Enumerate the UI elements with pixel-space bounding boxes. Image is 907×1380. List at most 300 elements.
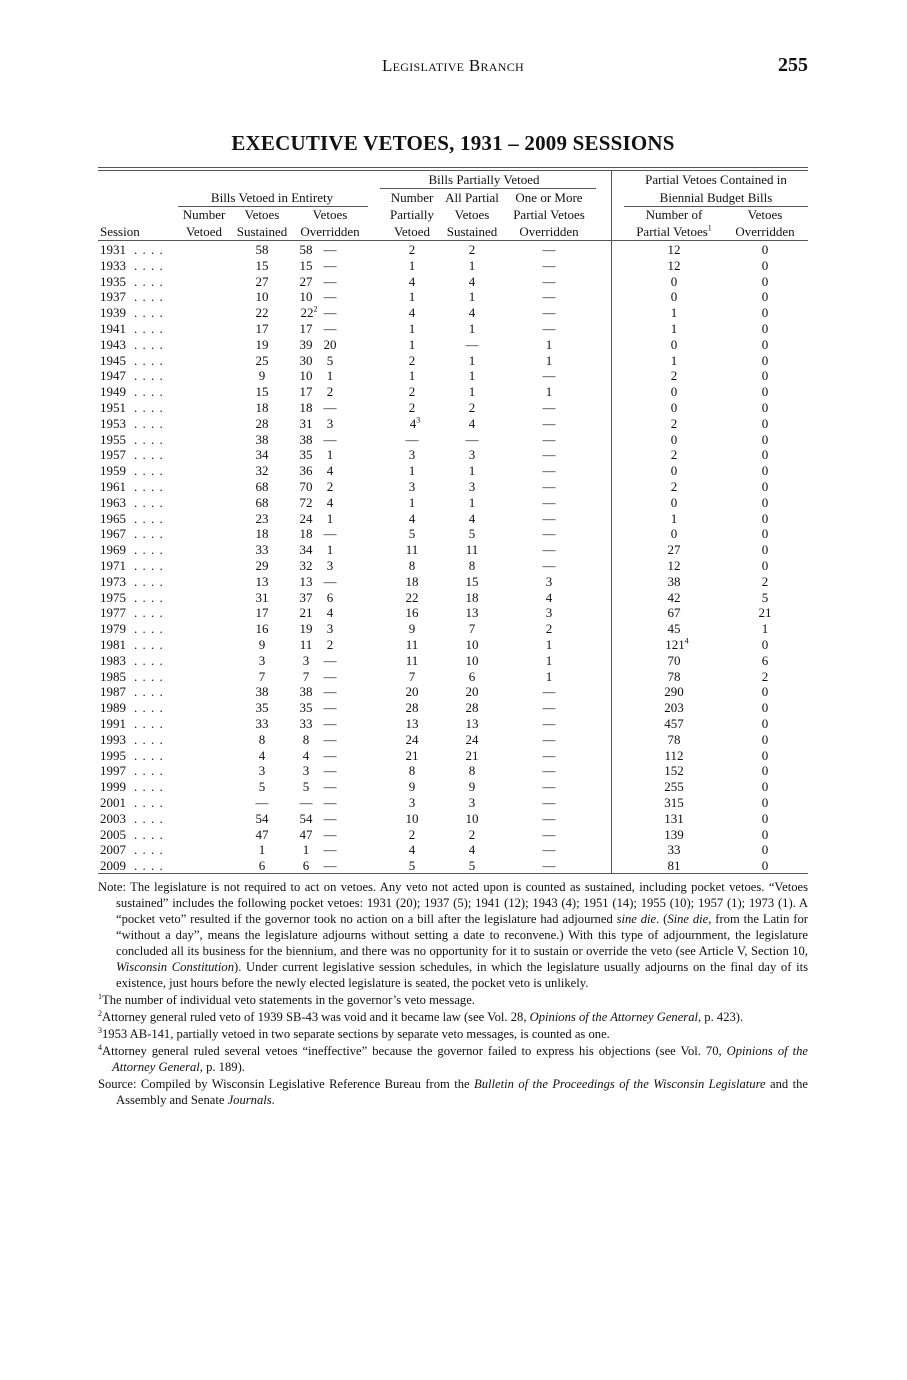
one-or-more-overridden-cell	[546, 590, 553, 606]
number-partially-cell	[409, 305, 416, 321]
number-partially-cell	[406, 653, 419, 669]
cell-value: 131	[664, 810, 684, 826]
number-partially-cell	[406, 811, 419, 827]
vetoes-overridden-cell	[324, 748, 337, 764]
vetoes-overridden-cell	[327, 463, 334, 479]
cell-value: —	[542, 494, 556, 510]
one-or-more-overridden-cell	[543, 684, 556, 700]
cell-value: 27	[255, 273, 269, 289]
cell-value: 0	[761, 336, 769, 352]
table-row	[98, 368, 808, 384]
table-row	[98, 637, 808, 653]
cell-value: 1969	[100, 542, 126, 558]
head-number-partially-2: Partially	[389, 207, 435, 222]
number-partial-vetoes-cell	[668, 590, 681, 606]
session-cell	[100, 827, 126, 843]
head-number-partially-1: Number	[390, 190, 434, 205]
number-partially-cell	[409, 621, 416, 637]
vetoes-sustained-cell	[256, 574, 269, 590]
cell-value: —	[323, 810, 337, 826]
table-row	[98, 337, 808, 353]
cell-value: 1	[545, 352, 553, 368]
all-partial-sustained-cell	[466, 637, 479, 653]
session-cell	[100, 321, 126, 337]
footnote-3: $^3$1953 AB-141, partially vetoed in two separate sections by separate veto messages, is counted as one.	[98, 1025, 610, 1041]
cell-value: 27	[667, 542, 681, 558]
vetoes-overridden-cell	[324, 321, 337, 337]
vetoes-overridden-cell	[324, 669, 337, 685]
cell-value: 8	[302, 731, 310, 747]
cell-value: 0	[761, 684, 769, 700]
cell-value: . . . .	[134, 605, 164, 621]
cell-value: 4	[408, 273, 416, 289]
one-or-more-overridden-cell	[543, 479, 556, 495]
cell-value: 152	[664, 763, 684, 779]
cell-value: 8	[408, 558, 416, 573]
vetoes-sustained-cell	[256, 258, 269, 274]
all-partial-sustained-cell	[466, 337, 479, 353]
cell-value: 0	[670, 336, 678, 352]
head-number-partially-3: Vetoed	[393, 224, 431, 239]
table-row	[98, 763, 808, 779]
cell-value: —	[465, 336, 479, 352]
cell-value: . . . .	[134, 415, 164, 431]
cell-value: —	[542, 747, 556, 763]
cell-value: 3	[468, 447, 476, 463]
cell-value: . . . .	[134, 336, 164, 352]
cell-value: 38	[255, 684, 269, 700]
all-partial-sustained-cell	[469, 289, 476, 305]
vetoes-sustained-cell	[256, 289, 269, 305]
budget-vetoes-overridden-cell	[762, 574, 769, 590]
table-row	[98, 447, 808, 463]
table-row	[98, 779, 808, 795]
cell-value: —	[542, 242, 556, 257]
number-partially-cell	[409, 479, 416, 495]
cell-value: —	[542, 716, 556, 731]
head-one-or-more-3: Overridden	[519, 224, 579, 239]
cell-value: 21	[299, 605, 313, 621]
all-partial-sustained-cell	[469, 353, 476, 369]
cell-value: . . . .	[134, 731, 164, 747]
vetoes-overridden-cell	[324, 400, 337, 416]
cell-value: 34	[255, 447, 269, 463]
running-head: Legislative Branch	[381, 56, 525, 75]
all-partial-sustained-cell	[469, 858, 476, 874]
vetoes-overridden-cell	[327, 605, 334, 621]
cell-value: 81	[667, 858, 681, 874]
cell-value: 3	[326, 621, 334, 637]
one-or-more-overridden-cell	[543, 732, 556, 748]
one-or-more-overridden-cell	[543, 305, 556, 321]
cell-value: —	[323, 431, 337, 447]
cell-value: 0	[761, 716, 769, 731]
leader-dots	[134, 337, 164, 353]
cell-value: —	[542, 684, 556, 700]
cell-value: 9	[408, 621, 416, 637]
cell-value: 1987	[100, 684, 126, 700]
number-vetoed-cell	[300, 716, 313, 732]
leader-dots	[134, 447, 164, 463]
cell-value: 1997	[100, 763, 126, 779]
cell-value: 24	[299, 510, 313, 526]
budget-vetoes-overridden-cell	[762, 542, 769, 558]
leader-dots	[134, 463, 164, 479]
cell-value: 33	[299, 716, 313, 731]
vetoes-overridden-cell	[324, 526, 337, 542]
cell-value: —	[542, 526, 556, 542]
leader-dots	[134, 590, 164, 606]
table-row	[98, 305, 808, 321]
group-bills-partially-vetoed: Bills Partially Vetoed	[428, 172, 540, 187]
session-cell	[100, 289, 126, 305]
leader-dots	[134, 811, 164, 827]
number-partially-cell	[409, 447, 416, 463]
head-all-partial-3: Sustained	[446, 224, 498, 239]
number-partially-cell	[409, 858, 416, 874]
budget-vetoes-overridden-cell	[762, 842, 769, 858]
vetoes-sustained-cell	[256, 447, 269, 463]
session-cell	[100, 305, 126, 321]
vetoes-overridden-cell	[324, 842, 337, 858]
cell-value: 0	[670, 384, 678, 400]
cell-value: 0	[761, 558, 769, 573]
table-top-rule	[98, 167, 808, 168]
budget-vetoes-overridden-cell	[762, 511, 769, 527]
leader-dots	[134, 511, 164, 527]
budget-vetoes-overridden-cell	[762, 684, 769, 700]
session-cell	[100, 384, 126, 400]
vetoes-overridden-cell	[324, 827, 337, 843]
one-or-more-overridden-cell	[543, 274, 556, 290]
vetoes-sustained-cell	[259, 368, 266, 384]
table-row	[98, 795, 808, 811]
head-number-vetoed-1: Number	[182, 207, 226, 222]
all-partial-sustained-cell	[469, 526, 476, 542]
number-partial-vetoes-cell	[664, 763, 684, 779]
cell-value: 9	[258, 637, 266, 652]
session-cell	[100, 574, 126, 590]
cell-value: 1	[258, 842, 266, 858]
cell-value: . . . .	[134, 479, 164, 494]
cell-value: 0	[670, 273, 678, 289]
cell-value: 1	[545, 652, 553, 668]
session-cell	[100, 495, 126, 511]
vetoes-sustained-cell	[256, 463, 269, 479]
cell-value: . . . .	[134, 621, 164, 637]
cell-value: 31	[255, 589, 269, 605]
cell-value: 2001	[100, 795, 126, 810]
budget-vetoes-overridden-cell	[762, 653, 769, 669]
cell-value: 11	[405, 542, 419, 558]
vetoes-sustained-cell	[256, 811, 269, 827]
cell-value: —	[542, 510, 556, 526]
cell-value: 315	[664, 795, 684, 810]
head-one-or-more-1: One or More	[515, 190, 583, 205]
cell-value: 0	[761, 463, 769, 479]
leader-dots	[134, 748, 164, 764]
session-cell	[100, 400, 126, 416]
table-row	[98, 811, 808, 827]
number-partial-vetoes-cell	[668, 558, 681, 574]
number-partial-vetoes-cell	[668, 842, 681, 858]
cell-value: 16	[405, 605, 419, 621]
cell-value: . . . .	[134, 463, 164, 479]
cell-value: 2	[670, 368, 678, 384]
cell-value: 2	[408, 400, 416, 415]
vetoes-sustained-cell	[259, 732, 266, 748]
cell-value: 39	[299, 336, 313, 352]
table-row	[98, 258, 808, 274]
cell-value: 1	[326, 542, 334, 558]
cell-value: 13	[299, 573, 313, 589]
cell-value: 1963	[100, 494, 126, 510]
leader-dots	[134, 526, 164, 542]
cell-value: 7	[258, 668, 266, 684]
cell-value: 0	[761, 289, 769, 305]
cell-value: 0	[761, 842, 769, 858]
cell-value: —	[542, 463, 556, 479]
vetoes-overridden-cell	[324, 779, 337, 795]
cell-value: 17	[255, 605, 269, 621]
cell-value: 1	[545, 336, 553, 352]
budget-vetoes-overridden-cell	[762, 763, 769, 779]
cell-value: 72	[299, 494, 313, 510]
budget-vetoes-overridden-cell	[762, 479, 769, 495]
cell-value: 68	[255, 494, 269, 510]
cell-value: 203	[664, 700, 684, 716]
vetoes-overridden-cell	[327, 479, 334, 495]
all-partial-sustained-cell	[469, 447, 476, 463]
session-cell	[100, 526, 126, 542]
footnote-4: $^4$Attorney general ruled several vetoes “ineffective” because the governor failed to express his objections (see Vol. 70, Opinions of the Attorney General, p. 189).	[98, 1042, 808, 1074]
head-vetoes-overridden-1: Vetoes	[312, 207, 348, 222]
session-cell	[100, 463, 126, 479]
leader-dots	[134, 495, 164, 511]
vetoes-sustained-cell	[256, 795, 269, 811]
cell-value: 24	[465, 731, 479, 747]
cell-value: 1947	[100, 368, 126, 384]
cell-value: . . . .	[134, 321, 164, 336]
number-partially-cell	[409, 258, 416, 274]
number-partial-vetoes-cell	[671, 289, 678, 305]
all-partial-sustained-cell	[469, 258, 476, 274]
cell-value: . . . .	[134, 526, 164, 542]
number-partially-cell	[409, 242, 416, 258]
cell-value: 3	[545, 605, 553, 621]
cell-value: 35	[299, 447, 313, 463]
cell-value: 1	[408, 368, 416, 384]
cell-value: 4	[326, 605, 334, 621]
number-vetoed-cell	[300, 684, 313, 700]
cell-value: 18	[299, 526, 313, 542]
cell-value: 23	[255, 510, 269, 526]
cell-value: 6	[761, 652, 769, 668]
number-vetoed-cell	[300, 353, 313, 369]
vetoes-overridden-cell	[327, 637, 334, 653]
cell-value: 2	[326, 384, 334, 400]
cell-value: 1	[545, 637, 553, 652]
table-row	[98, 463, 808, 479]
cell-value: —	[323, 273, 337, 289]
leader-dots	[134, 669, 164, 685]
cell-value: . . . .	[134, 447, 164, 463]
one-or-more-overridden-cell	[543, 763, 556, 779]
budget-vetoes-overridden-cell	[762, 779, 769, 795]
cell-value: 1979	[100, 621, 126, 637]
number-partial-vetoes-cell	[668, 242, 681, 258]
cell-value: 28	[405, 700, 419, 716]
cell-value: 2	[761, 573, 769, 589]
cell-value: 18	[255, 526, 269, 542]
number-partially-cell	[409, 321, 416, 337]
cell-value: —	[323, 700, 337, 716]
number-partially-cell	[406, 700, 419, 716]
table-row	[98, 858, 808, 874]
table-row	[98, 574, 808, 590]
one-or-more-overridden-cell	[546, 653, 553, 669]
cell-value: 1939	[100, 305, 126, 321]
cell-value: —	[323, 763, 337, 779]
cell-value: 4	[468, 415, 476, 431]
cell-value: 35	[255, 700, 269, 716]
cell-value: —	[542, 415, 556, 431]
budget-vetoes-overridden-cell	[762, 795, 769, 811]
session-cell	[100, 479, 126, 495]
table-row	[98, 827, 808, 843]
cell-value: 5	[468, 526, 476, 542]
cell-value: 19	[299, 621, 313, 637]
one-or-more-overridden-cell	[543, 716, 556, 732]
number-partial-vetoes-cell	[671, 368, 678, 384]
leader-dots	[134, 684, 164, 700]
cell-value: 32	[299, 558, 313, 573]
leader-dots	[134, 779, 164, 795]
cell-value: 70	[299, 479, 313, 494]
budget-vetoes-overridden-cell	[762, 258, 769, 274]
vetoes-overridden-cell	[324, 684, 337, 700]
one-or-more-overridden-cell	[546, 353, 553, 369]
vetoes-sustained-cell	[256, 400, 269, 416]
cell-value: 0	[670, 431, 678, 447]
vetoes-overridden-cell	[324, 795, 337, 811]
all-partial-sustained-cell	[466, 684, 479, 700]
head-vetoes-overridden-2: Overridden	[300, 224, 360, 239]
cell-value: 1985	[100, 668, 126, 684]
session-cell	[100, 242, 126, 258]
cell-value: —	[323, 257, 337, 273]
table-row	[98, 684, 808, 700]
number-vetoed-cell	[300, 242, 313, 258]
budget-vetoes-overridden-cell	[762, 748, 769, 764]
session-cell	[100, 353, 126, 369]
cell-value: 1991	[100, 716, 126, 731]
number-vetoed-cell	[300, 511, 313, 527]
cell-value: —	[299, 795, 313, 810]
number-partially-cell	[406, 590, 419, 606]
vetoes-sustained-cell	[256, 337, 269, 353]
number-partially-cell	[409, 495, 416, 511]
session-cell	[100, 447, 126, 463]
cell-value: —	[542, 273, 556, 289]
number-vetoed-cell	[300, 400, 313, 416]
vetoes-overridden-cell	[324, 700, 337, 716]
number-vetoed-cell	[300, 542, 313, 558]
cell-value: 24	[405, 731, 419, 747]
cell-value: 2005	[100, 826, 126, 842]
cell-value: 11	[405, 652, 419, 668]
number-partial-vetoes-cell	[671, 305, 678, 321]
leader-dots	[134, 842, 164, 858]
cell-value: 2	[408, 242, 416, 257]
budget-vetoes-overridden-cell	[762, 337, 769, 353]
cell-value: 1	[468, 352, 476, 368]
group-budget-line2: Biennial Budget Bills	[659, 190, 773, 205]
cell-value: 34	[299, 542, 313, 558]
all-partial-sustained-cell	[469, 827, 476, 843]
cell-value: . . . .	[134, 352, 164, 368]
cell-value: . . . .	[134, 242, 164, 257]
vetoes-sustained-cell	[259, 637, 266, 653]
cell-value: 3	[258, 763, 266, 779]
number-partially-cell	[409, 827, 416, 843]
cell-value: 13	[465, 716, 479, 731]
vetoes-sustained-cell	[256, 716, 269, 732]
cell-value: 1	[408, 494, 416, 510]
number-partially-cell	[409, 511, 416, 527]
cell-value: 10	[405, 810, 419, 826]
budget-vetoes-overridden-cell	[762, 368, 769, 384]
session-cell	[100, 779, 126, 795]
cell-value: 0	[761, 510, 769, 526]
head-vetoes-sustained-1: Vetoes	[244, 207, 280, 222]
one-or-more-overridden-cell	[543, 289, 556, 305]
head-session: Session	[100, 224, 140, 239]
cell-value: . . . .	[134, 842, 164, 858]
cell-value: 1	[408, 321, 416, 336]
number-partially-cell	[409, 384, 416, 400]
cell-value: 4	[409, 415, 417, 431]
cell-value: 3	[302, 652, 310, 668]
note-paragraph: Note: The legislature is not required to act on vetoes. Any veto not acted upon is counted as sustained, including pocket vetoes. “Vetoes sustained” includes the following pocket vetoes: 1931 (20); 1937 (5); 1941 (12); 1943 (4); 1951 (14); 1955 (10); 1957 (1); 1973 (1). A “pocket veto” resulted if the governor took no action on a bill after the legislature had adjourned sine die. (Sine die, from the Latin for “without a day”, means the legislature adjourns without setting a date to reconvene.) With this type of adjournment, the legislature concluded all its business for the biennium, and there was no opportunity for it to sustain or override the veto (see Article V, Section 10, Wisconsin Constitution). Under current legislative session schedules, in which the legislature usually adjourns on the final day of its existence, just hours before the newly elected legislature is seated, the pocket veto is unlikely.	[98, 880, 808, 990]
footnote-1: $^1$The number of individual veto statements in the governor’s veto message.	[98, 991, 475, 1007]
cell-value: 0	[670, 289, 678, 305]
number-partial-vetoes-cell	[671, 526, 678, 542]
session-cell	[100, 368, 126, 384]
all-partial-sustained-cell	[469, 305, 476, 321]
budget-vetoes-overridden-cell	[762, 384, 769, 400]
number-partially-cell	[406, 605, 419, 621]
cell-value: 2	[670, 415, 678, 431]
vetoes-sustained-cell	[256, 495, 269, 511]
cell-value: —	[542, 431, 556, 447]
number-vetoed-cell	[300, 432, 313, 448]
cell-value: 1	[468, 368, 476, 384]
number-partial-vetoes-cell	[668, 858, 681, 874]
vetoes-sustained-cell	[256, 321, 269, 337]
session-cell	[100, 337, 126, 353]
cell-value: 5	[468, 858, 476, 874]
all-partial-sustained-cell	[469, 274, 476, 290]
session-cell	[100, 637, 126, 653]
vetoes-sustained-cell	[256, 605, 269, 621]
vetoes-sustained-cell	[256, 242, 269, 258]
session-cell	[100, 811, 126, 827]
cell-value: 5	[258, 779, 266, 795]
one-or-more-overridden-cell	[543, 447, 556, 463]
number-partially-cell	[409, 353, 416, 369]
number-vetoed-cell	[300, 590, 313, 606]
